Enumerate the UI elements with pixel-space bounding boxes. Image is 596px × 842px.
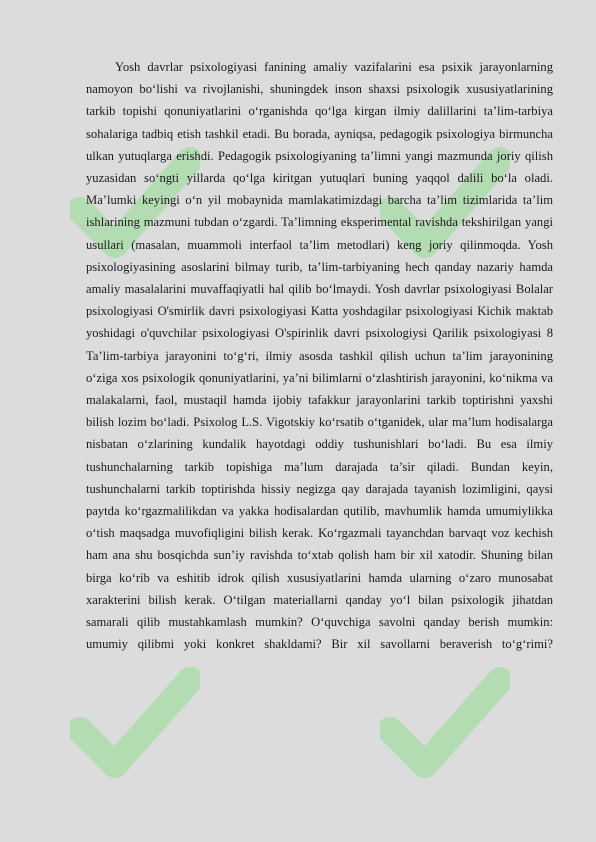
body-text: [86, 56, 553, 655]
watermark-checkmark-bottom-right: [380, 660, 510, 790]
watermark-checkmark-bottom-left: [70, 660, 200, 790]
paragraph: Yosh davrlar psixologiyasi fanining amaliy vazifalarini esa psixik jarayonlarning namoyon bo‘lishi va rivojlanishi, shuningdek inson shaxsi psixologik xususiyatlarining tarkib topishi qonuniyatlarini o‘rganishda qo‘lga kirgan ilmiy dalillarini ta’lim-tarbiya sohalariga tadbiq etish tashkil etadi. Bu borada, ayniqsa, pedagogik psixologiya birmuncha ulkan yutuqlarga erishdi. Pedagogik psixologiyaning ta’limni yangi mazmunda joriy qilish yuzasidan so‘ngti yillarda qo‘lga kiritgan yutuqlari buning yaqqol dalili bo‘la oladi. Ma’lumki keyingi o‘n yil mobaynida mamlakatimizdagi barcha ta’lim tizimlarida ta’lim ishlarining mazmuni tubdan o‘zgardi. Ta’limning eksperimental ravishda tekshirilgan yangi usullari (masalan, muammoli interfaol ta’lim metodlari) keng joriy qilinmoqda. Yosh psixologiyasining asoslarini bilmay turib, ta’lim-tarbiyaning hech qanday nazariy hamda amaliy masalalarini muvaffaqiyatli hal qilib bo‘lmaydi. Yosh davrlar psixologiyasi Bolalar psixologiyasi O'smirlik davri psixologiyasi Katta yoshdagilar psixologiyasi Kichik maktab yoshidagi o'quvchilar psixologiyasi O'spirinlik davri psixologiysi Qarilik psixologiyasi 8 Ta’lim-tarbiya jarayonini to‘g‘ri, ilmiy asosda tashkil qilish uchun ta’lim jarayonining o‘ziga xos psixologik qonuniyatlarini, ya’ni bilimlarni o‘zlashtirish jarayonini, ko‘nikma va malakalarni, faol, mustaqil hamda ijobiy tafakkur jarayonlarini tarkib toptirishni yaxshi bilish lozim bo‘ladi. Psixolog L.S. Vigotskiy ko‘rsatib o‘tganidek, ular ma’lum hodisalarga nisbatan o‘zlarining kundalik hayotdagi oddiy tushunishlari bo‘ladi. Bu esa ilmiy tushunchalarning tarkib topishiga ma’lum darajada ta’sir qiladi. Bundan keyin, tushunchalarni tarkib toptirishda hissiy negizga qay darajada tayanish lozimligini, qaysi paytda ko‘rgazmalilikdan va yakka hodisalardan qutilib, mavhumlik hamda umumiylikka o‘tish maqsadga muvofiqligini bilish kerak. Ko‘rgazmali tayanchdan barvaqt voz kechish ham ana shu bosqichda sun’iy ravishda to‘xtab qolish ham bir xil xatodir. Shuning bilan birga ko‘rib va eshitib idrok qilish xususiyatlarini hamda ularning o‘zaro munosabat xarakterini bilish kerak. O‘tilgan materiallarni qanday yo‘l bilan psixologik jihatdan samarali qilib mustahkamlash mumkin? O‘quvchiga savolni qanday berish mumkin: umumiy qilibmi yoki konkret shakldami? Bir xil savollarni beraverish to‘g‘rimi?: [86, 60, 553, 652]
